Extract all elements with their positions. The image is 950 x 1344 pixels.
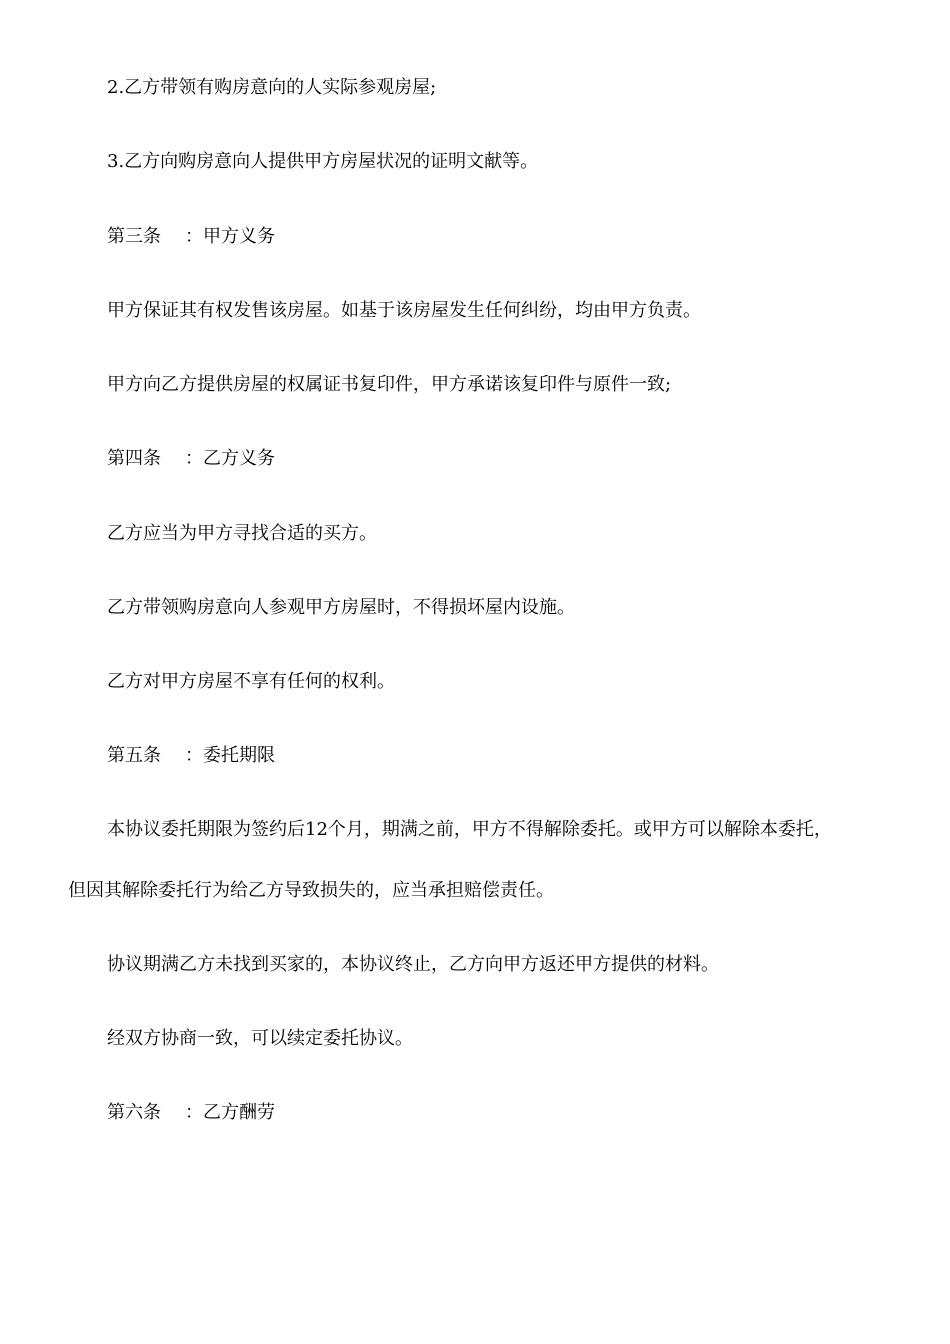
article-title: ：甲方义务 (185, 226, 275, 247)
article-heading (107, 225, 275, 249)
article-heading (107, 744, 275, 768)
article-number: 第四条 (107, 448, 161, 469)
paragraph: 经双方协商一致，可以续定委托协议。 (107, 1028, 413, 1049)
article-number: 第六条 (107, 1102, 161, 1123)
paragraph: 2.乙方带领有购房意向的人实际参观房屋; (107, 77, 437, 98)
article-heading (107, 447, 275, 471)
paragraph: 甲方向乙方提供房屋的权属证书复印件，甲方承诺该复印件与原件一致; (107, 374, 672, 395)
article-number: 第五条 (107, 745, 161, 766)
article-number: 第三条 (107, 226, 161, 247)
paragraph: 本协议委托期限为签约后12个月，期满之前，甲方不得解除委托。或甲方可以解除本委托， (107, 819, 832, 840)
paragraph: 协议期满乙方未找到买家的，本协议终止，乙方向甲方返还甲方提供的材料。 (107, 954, 719, 975)
paragraph: 乙方带领购房意向人参观甲方房屋时，不得损坏屋内设施。 (107, 597, 575, 618)
paragraph: 乙方对甲方房屋不享有任何的权利。 (107, 671, 395, 692)
paragraph: 3.乙方向购房意向人提供甲方房屋状况的证明文献等。 (107, 151, 539, 172)
article-title: ：乙方义务 (185, 448, 275, 469)
article-title: ：委托期限 (185, 745, 275, 766)
paragraph: 乙方应当为甲方寻找合适的买方。 (107, 523, 377, 544)
article-heading (107, 1101, 275, 1125)
paragraph: 甲方保证其有权发售该房屋。如基于该房屋发生任何纠纷，均由甲方负责。 (107, 300, 701, 321)
paragraph-continuation: 但因其解除委托行为给乙方导致损失的，应当承担赔偿责任。 (68, 880, 554, 901)
article-title: ：乙方酬劳 (185, 1102, 275, 1123)
